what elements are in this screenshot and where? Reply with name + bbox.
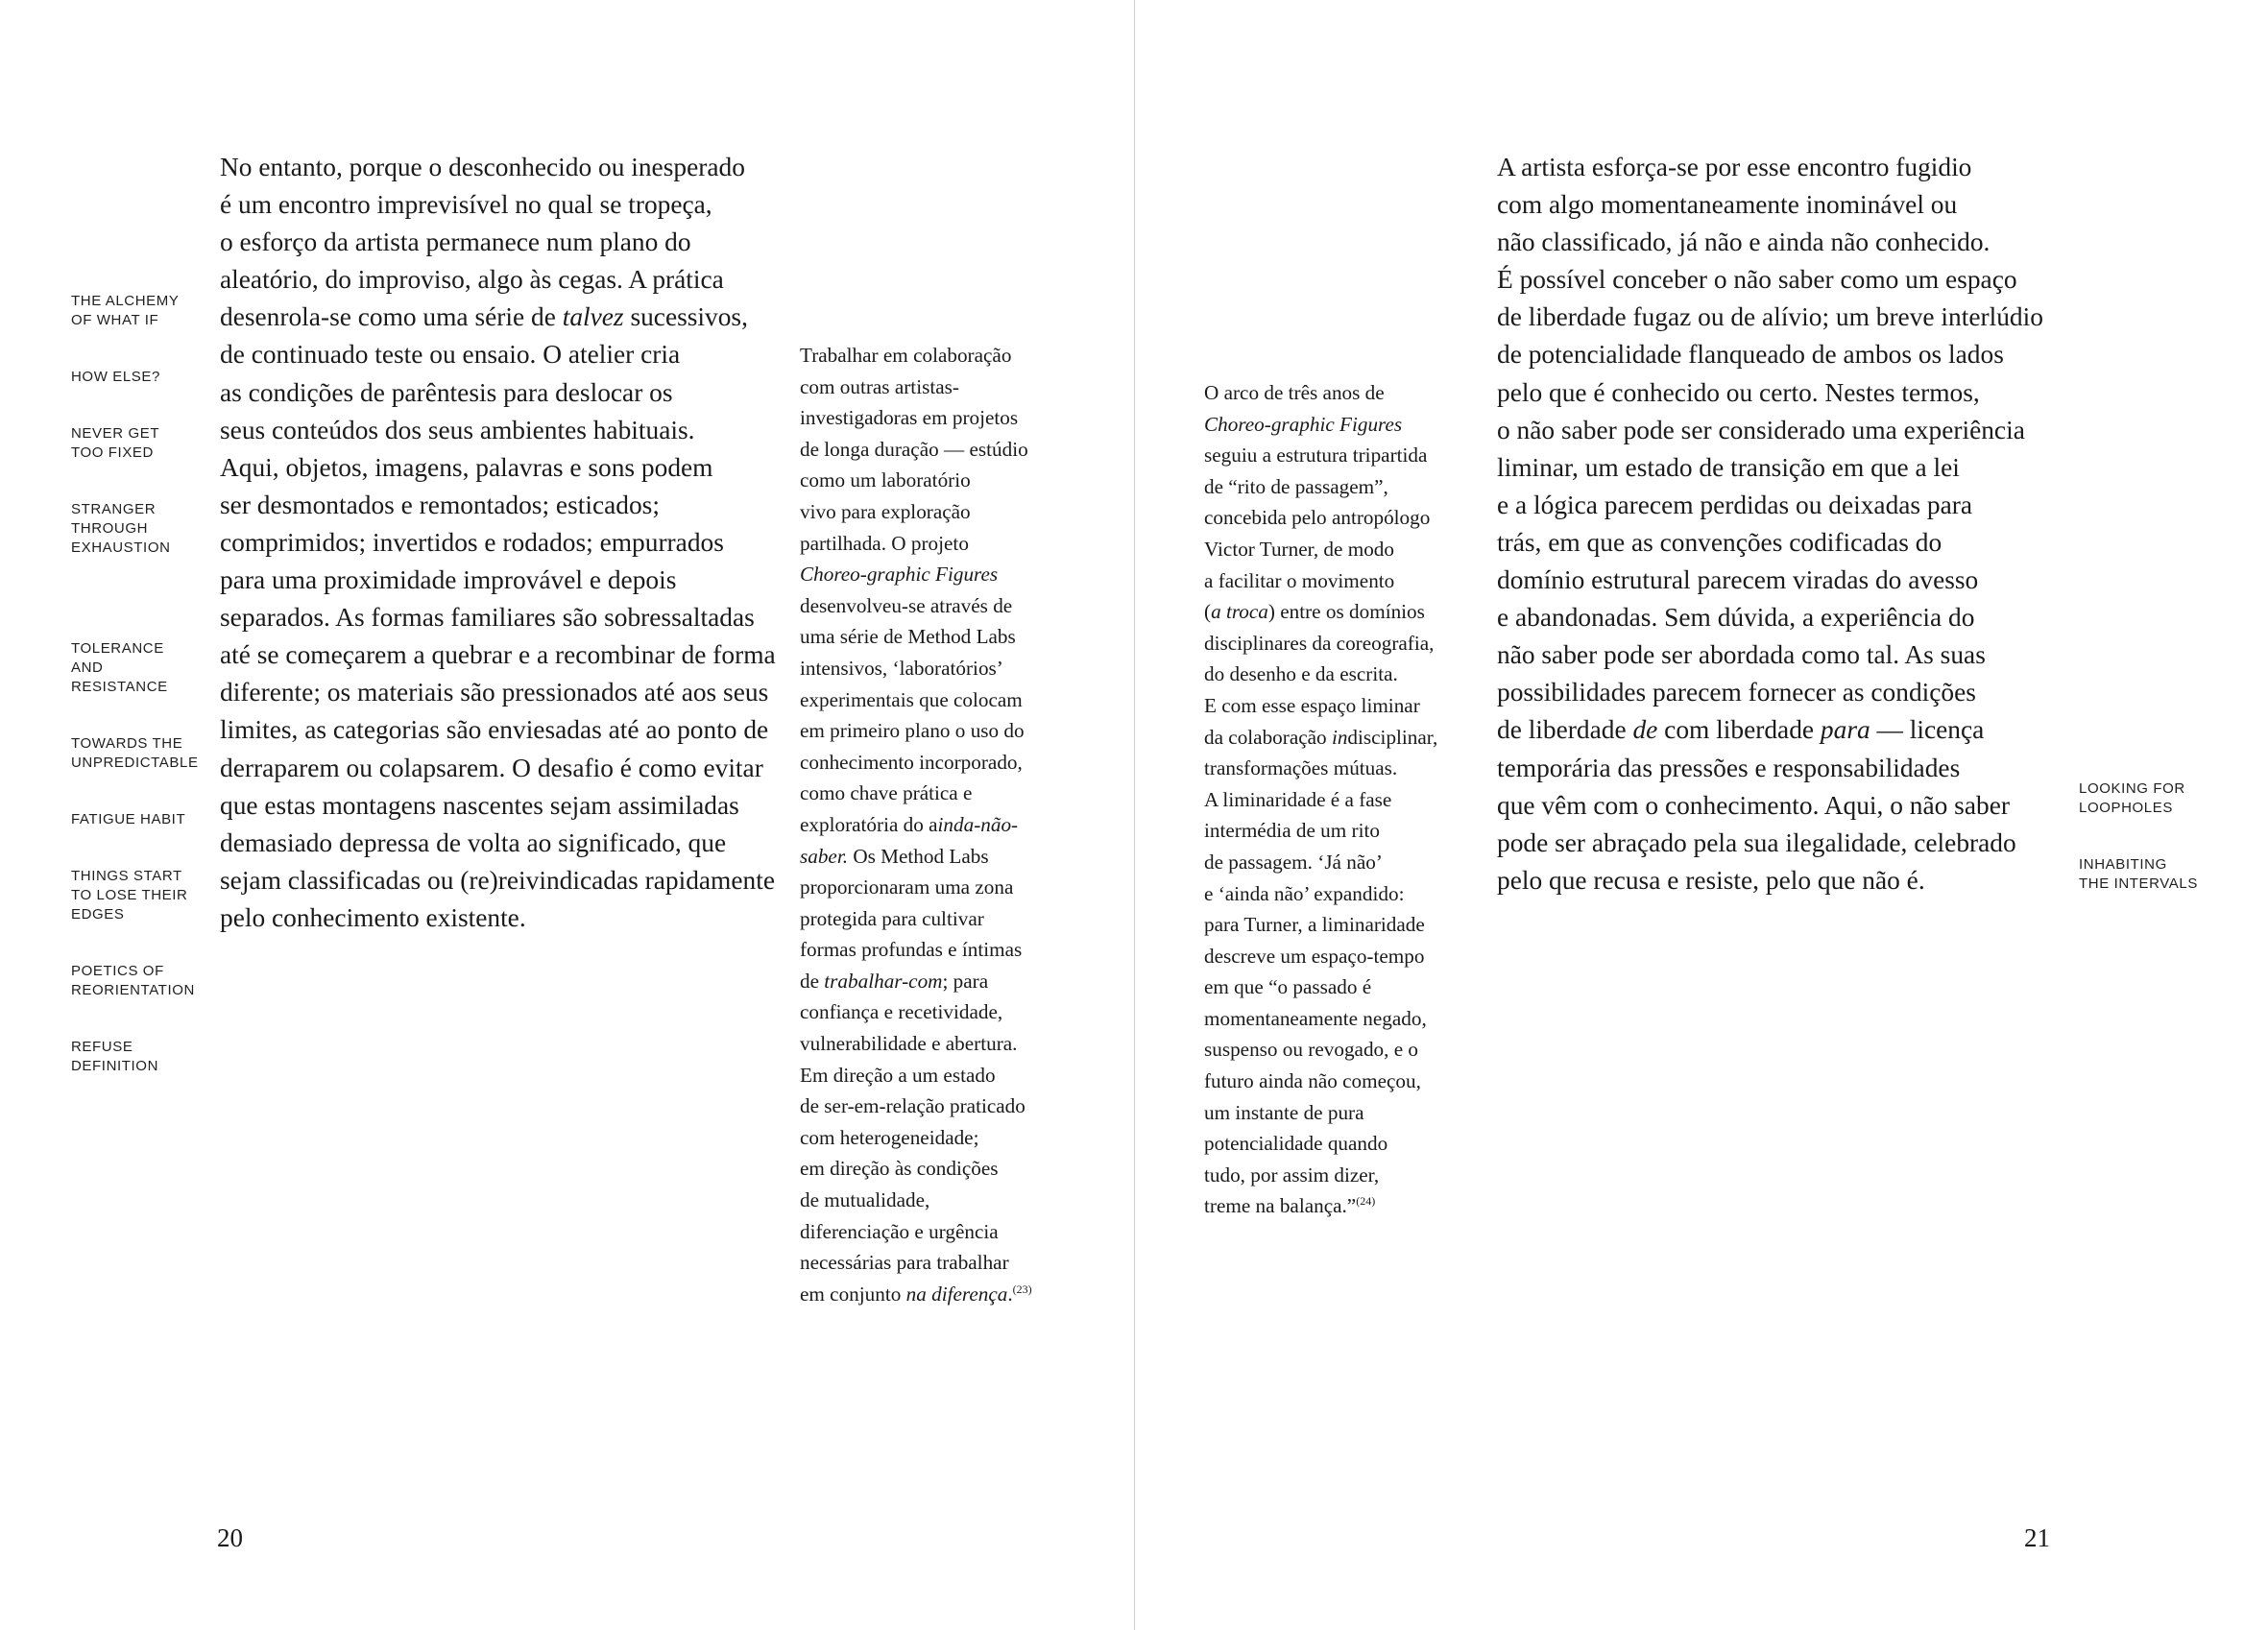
note-line: investigadoras em projetos [800, 406, 1019, 430]
text-line: domínio estrutural parecem viradas do avesso [1497, 565, 1979, 595]
text-line: desenrola-se como uma série de talvez sucessivos, [220, 302, 748, 332]
nav-item-tolerance-and-resistance[interactable]: TOLERANCE AND RESISTANCE [71, 640, 168, 695]
emphasis: na diferença [905, 1282, 1008, 1306]
note-line: E com esse espaço liminar [1204, 693, 1420, 717]
note-line: intermédia de um rito [1204, 819, 1380, 843]
text-line: é um encontro imprevisível no qual se tropeça, [220, 190, 712, 220]
emphasis: saber. [800, 844, 849, 868]
nav-item-refuse-definition[interactable]: REFUSE DEFINITION [71, 1039, 158, 1074]
text-line: sejam classificadas ou (re)reivindicadas rapidamente [220, 865, 775, 895]
nav-item-towards-the-unpredictable[interactable]: TOWARDS THE UNPREDICTABLE [71, 735, 199, 771]
note-line: experimentais que colocam [800, 687, 1023, 711]
text-line: que estas montagens nascentes sejam assimiladas [220, 790, 739, 820]
left-margin-nav [71, 273, 199, 1114]
page-number-right: 21 [2024, 1523, 2050, 1552]
text-line: e a lógica parecem perdidas ou deixadas para [1497, 490, 1973, 519]
note-line: seguiu a estrutura tripartida [1204, 443, 1428, 467]
nav-item-how-else[interactable]: HOW ELSE? [71, 369, 160, 385]
emphasis: inda-não- [937, 812, 1019, 836]
text-line: pelo que é conhecido ou certo. Nestes termos, [1497, 377, 1980, 407]
note-line: proporcionaram uma zona [800, 875, 1014, 899]
text-line: o não saber pode ser considerado uma experiência [1497, 415, 2025, 444]
note-line: de trabalhar-com; para [800, 969, 989, 993]
note-line: e ‘ainda não’ expandido: [1204, 881, 1405, 905]
note-line: como chave prática e [800, 781, 973, 805]
note-line: com heterogeneidade; [800, 1125, 979, 1149]
note-line [1204, 409, 1437, 441]
text-line: possibilidades parecem fornecer as condições [1497, 678, 1976, 707]
note-line: um instante de pura [1204, 1100, 1364, 1124]
note-line: potencialidade quando [1204, 1132, 1388, 1156]
note-line: treme na balança.”$^{(24)}$ [1204, 1194, 1376, 1218]
emphasis: trabalhar-com [824, 969, 943, 993]
text-line: o esforço da artista permanece num plano do [220, 228, 691, 257]
note-line: como um laboratório [800, 468, 971, 492]
emphasis: Choreo-graphic Figures [800, 563, 999, 587]
nav-item-stranger-through-exhaustion[interactable]: STRANGER THROUGH EXHAUSTION [71, 501, 171, 556]
nav-item-inhabiting-the-intervals[interactable]: INHABITING THE INTERVALS [2079, 856, 2198, 892]
text-line: não saber pode ser abordada como tal. As suas [1497, 640, 1986, 670]
note-line: disciplinares da coreografia, [1204, 631, 1435, 655]
note-line: A liminaridade é a fase [1204, 787, 1392, 811]
emphasis: talvez [562, 302, 624, 332]
note-line: em conjunto na diferença.$^{(23)}$ [800, 1282, 1032, 1306]
note-line: Em direção a um estado [800, 1063, 996, 1087]
text-line: pode ser abraçado pela sua ilegalidade, celebrado [1497, 827, 2016, 857]
note-line: de “rito de passagem”, [1204, 474, 1388, 498]
nav-item-poetics-of-reorientation[interactable]: POETICS OF REORIENTATION [71, 963, 195, 998]
nav-item-things-start-to-lose-their-edges[interactable]: THINGS START TO LOSE THEIR EDGES [71, 868, 188, 923]
note-line [800, 559, 1032, 590]
nav-item-never-get-too-fixed[interactable]: NEVER GET TOO FIXED [71, 425, 160, 461]
nav-item-the-alchemy-of-what-if[interactable]: THE ALCHEMY OF WHAT IF [71, 293, 180, 328]
note-line: para Turner, a liminaridade [1204, 913, 1425, 937]
note-line: com outras artistas- [800, 374, 959, 398]
text-line: ser desmontados e remontados; esticados; [220, 490, 660, 519]
emphasis: Choreo-graphic Figures [1204, 412, 1403, 436]
page-number-left: 20 [217, 1523, 243, 1552]
note-line: diferenciação e urgência [800, 1219, 999, 1243]
text-line: de liberdade fugaz ou de alívio; um breve interlúdio [1497, 302, 2043, 332]
text-line: aleatório, do improviso, algo às cegas. A prática [220, 265, 724, 295]
note-line: transformações mútuas. [1204, 756, 1398, 780]
text-line: diferente; os materiais são pressionados até aos seus [220, 678, 769, 707]
note-line: conhecimento incorporado, [800, 750, 1023, 774]
note-line: uma série de Method Labs [800, 625, 1016, 649]
note-line: intensivos, ‘laboratórios’ [800, 656, 1003, 680]
text-line: de continuado teste ou ensaio. O atelier cria [220, 340, 681, 370]
text-line: No entanto, porque o desconhecido ou inesperado [220, 153, 745, 181]
note-line: desenvolveu-se através de [800, 593, 1013, 617]
note-line: a facilitar o movimento [1204, 568, 1395, 592]
text-line: Aqui, objetos, imagens, palavras e sons podem [220, 452, 713, 482]
nav-item-looking-for-loopholes[interactable]: LOOKING FOR LOOPHOLES [2079, 780, 2185, 816]
note-line: Victor Turner, de modo [1204, 537, 1394, 561]
right-side-note [1204, 377, 1437, 1222]
note-line: suspenso ou revogado, e o [1204, 1038, 1419, 1062]
emphasis: para [1820, 715, 1870, 745]
note-line: do desenho e da escrita. [1204, 662, 1398, 686]
note-line: momentaneamente negado, [1204, 1006, 1427, 1030]
note-line: Trabalhar em colaboração [800, 344, 1012, 367]
left-main-text [220, 149, 776, 937]
note-line: confiança e recetividade, [800, 1000, 1003, 1024]
note-line: de passagem. ‘Já não’ [1204, 850, 1383, 874]
note-line: de mutualidade, [800, 1188, 930, 1212]
left-side-note [800, 340, 1032, 1309]
note-line: em direção às condições [800, 1157, 999, 1181]
text-line: pelo que recusa e resiste, pelo que não é. [1497, 865, 1925, 895]
text-line: pelo conhecimento existente. [220, 902, 526, 932]
text-line: e abandonadas. Sem dúvida, a experiência do [1497, 603, 1975, 633]
footnote-reference[interactable]: (24) [1356, 1194, 1376, 1209]
text-line: de potencialidade flanqueado de ambos os lados [1497, 340, 2004, 370]
note-line: saber. Os Method Labs [800, 844, 989, 868]
emphasis: in [1331, 725, 1348, 749]
text-line: demasiado depressa de volta ao significado, que [220, 827, 727, 857]
note-line: de ser-em-relação praticado [800, 1094, 1025, 1118]
note-line: exploratória do ainda-não- [800, 812, 1019, 836]
right-margin-nav [2079, 760, 2198, 931]
text-line: comprimidos; invertidos e rodados; empurrados [220, 527, 724, 557]
text-line: limites, as categorias são enviesadas até ao ponto de [220, 715, 769, 745]
note-line: de longa duração — estúdio [800, 437, 1028, 461]
nav-item-fatigue-habit[interactable]: FATIGUE HABIT [71, 811, 186, 827]
text-line: com algo momentaneamente inominável ou [1497, 190, 1958, 220]
text-line: que vêm com o conhecimento. Aqui, o não saber [1497, 790, 2010, 820]
text-line: liminar, um estado de transição em que a lei [1497, 452, 1960, 482]
note-line: partilhada. O projeto [800, 531, 969, 555]
right-main-text [1497, 149, 2043, 899]
text-line: para uma proximidade improvável e depois [220, 565, 677, 595]
text-line: até se começarem a quebrar e a recombinar de forma [220, 640, 776, 670]
text-line: derraparem ou colapsarem. O desafio é como evitar [220, 753, 763, 782]
note-line: descreve um espaço-tempo [1204, 944, 1425, 968]
note-line: em primeiro plano o uso do [800, 719, 1025, 743]
note-line: vulnerabilidade e abertura. [800, 1032, 1018, 1056]
note-line: necessárias para trabalhar [800, 1251, 1009, 1275]
text-line: separados. As formas familiares são sobressaltadas [220, 603, 755, 633]
text-line: seus conteúdos dos seus ambientes habituais. [220, 415, 695, 444]
note-line: futuro ainda não começou, [1204, 1069, 1421, 1093]
note-line: em que “o passado é [1204, 975, 1372, 999]
note-line: tudo, por assim dizer, [1204, 1163, 1380, 1187]
emphasis: a troca [1211, 600, 1268, 624]
note-line: O arco de três anos de [1204, 381, 1385, 404]
note-line: da colaboração indisciplinar, [1204, 725, 1438, 749]
note-line: vivo para exploração [800, 499, 971, 523]
text-line: trás, em que as convenções codificadas do [1497, 527, 1942, 557]
spread-gutter-divider [1134, 0, 1135, 1630]
note-line: formas profundas e íntimas [800, 938, 1023, 962]
text-line: não classificado, já não e ainda não conhecido. [1497, 228, 1991, 257]
text-line: as condições de parêntesis para deslocar os [220, 377, 673, 407]
text-line: temporária das pressões e responsabilidades [1497, 753, 1961, 782]
emphasis: de [1632, 715, 1658, 745]
note-line: (a troca) entre os domínios [1204, 600, 1425, 624]
note-line: protegida para cultivar [800, 906, 984, 930]
text-line: de liberdade de com liberdade para — licença [1497, 715, 1985, 745]
note-line: concebida pelo antropólogo [1204, 506, 1431, 530]
text-line: É possível conceber o não saber como um espaço [1497, 265, 2017, 295]
text-line: A artista esforça-se por esse encontro fugidio [1497, 153, 1972, 181]
footnote-reference[interactable]: (23) [1012, 1282, 1032, 1296]
